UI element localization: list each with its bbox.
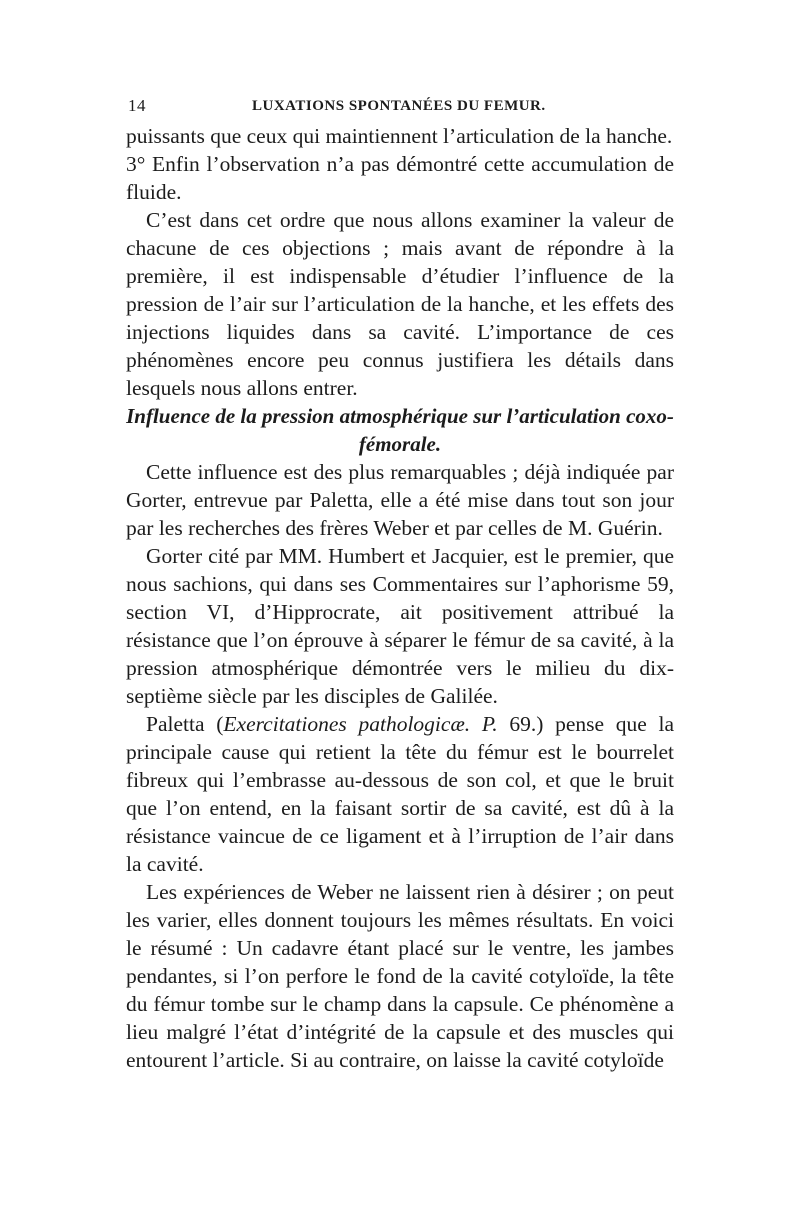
paragraph-paletta [126, 710, 674, 878]
paragraph-weber: Les expériences de Weber ne laissent rien à désirer ; on peut les varier, elles donnent toujours les mêmes résultats. En voici le résumé : Un cadavre étant placé sur le ventre, les jambes pendantes, si l’on perfore le fond de la cavité cotyloïde, la tête du fémur tombe sur le champ dans la capsule. Ce phénomène a lieu malgré l’état d’intégrité de la capsule et des muscles qui entourent l’article. Si au contraire, on laisse la cavité cotyloïde [126, 880, 674, 1072]
book-page [126, 92, 674, 1074]
section-heading: Influence de la pression atmosphérique sur l’articulation coxo-fémorale. [126, 404, 674, 456]
paragraph-continuation: puissants que ceux qui maintiennent l’articulation de la hanche. [126, 124, 673, 148]
paletta-citation: Exercitationes pathologicæ. P. [223, 712, 498, 736]
running-head-title: LUXATIONS SPONTANÉES DU FEMUR. [252, 98, 546, 114]
paragraph-influence: Cette influence est des plus remarquables ; déjà indiquée par Gorter, entrevue par Paletta, elle a été mise dans tout son jour par les recherches des frères Weber et par celles de M. Guérin. [126, 460, 674, 540]
body-text [126, 122, 674, 1074]
running-head [126, 92, 674, 122]
paragraph-examination-order: C’est dans cet ordre que nous allons examiner la valeur de chacune de ces objections ; mais avant de répondre à la première, il est indispensable d’étudier l’influence de la pression de l’air sur l’articulation de la hanche, et les effets des injections liquides dans sa cavité. L’importance de ces phénomènes encore peu connus justifiera les détails dans lesquels nous allons entrer. [126, 208, 674, 400]
paragraph-objection-3: 3° Enfin l’observation n’a pas démontré cette accumulation de fluide. [126, 152, 674, 204]
page-number: 14 [128, 96, 146, 115]
paletta-text-rest: 69.) pense que la principale cause qui retient la tête du fémur est le bourrelet fibreux qui l’embrasse au-dessous de son col, et que le bruit que l’on entend, en la faisant sortir de sa cavité, est dû à la résistance vaincue de ce ligament et à l’irruption de l’air dans la cavité. [126, 712, 674, 876]
paragraph-gorter: Gorter cité par MM. Humbert et Jacquier, est le premier, que nous sachions, qui dans ses Commentaires sur l’aphorisme 59, section VI, d’Hipprocrate, ait positivement attribué la résistance que l’on éprouve à séparer le fémur de sa cavité, à la pression atmosphérique démontrée vers le milieu du dix-septième siècle par les disciples de Galilée. [126, 544, 674, 708]
paletta-text-start: Paletta ( [146, 712, 224, 736]
